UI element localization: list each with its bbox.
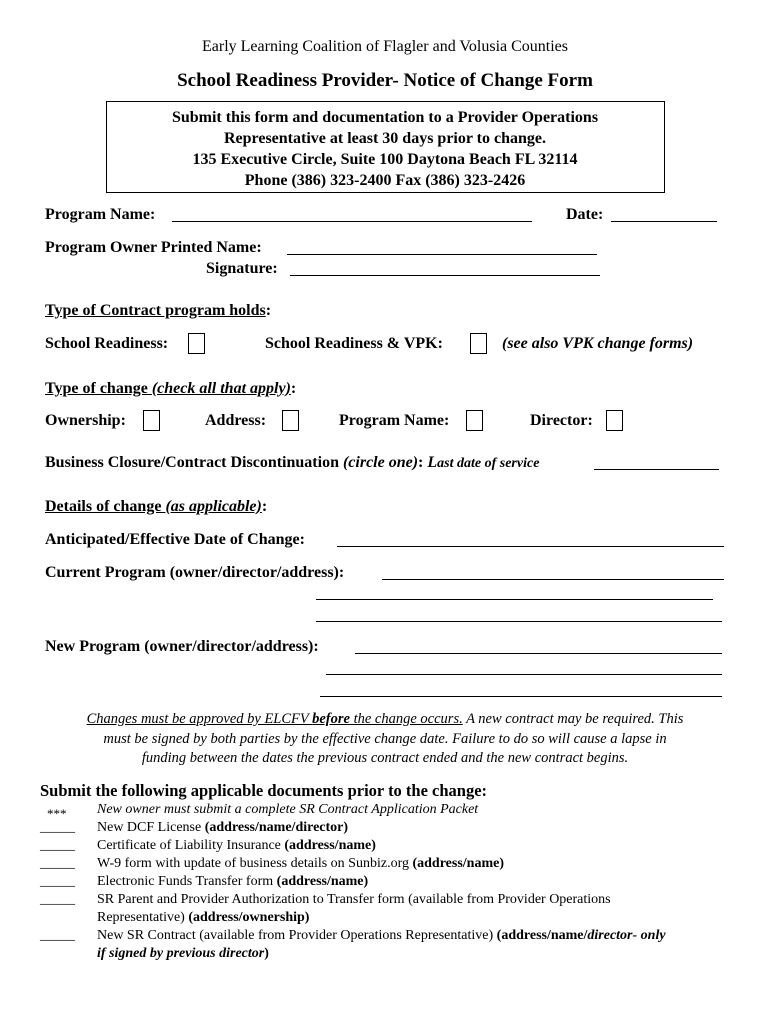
documents-heading: Submit the following applicable documents prior to the change: bbox=[40, 781, 488, 800]
approval-notice-line-2: must be signed by both parties by the effective change date. Failure to do so will cause a lapse in bbox=[103, 731, 667, 747]
program-name-label: Program Name: bbox=[45, 206, 156, 223]
new-program-label: New Program (owner/director/address): bbox=[45, 638, 319, 655]
required-marker: *** bbox=[47, 806, 67, 821]
checklist-blank[interactable]: _____ bbox=[40, 928, 75, 943]
school-readiness-checkbox[interactable] bbox=[188, 333, 205, 354]
vpk-forms-note: (see also VPK change forms) bbox=[502, 335, 694, 352]
new-program-field[interactable] bbox=[355, 653, 722, 654]
form-title: School Readiness Provider- Notice of Change Form bbox=[177, 70, 593, 91]
sr-vpk-checkbox[interactable] bbox=[470, 333, 487, 354]
program-name-field[interactable] bbox=[172, 221, 532, 222]
list-item-continued: Representative) (address/ownership) bbox=[97, 910, 310, 925]
checklist-blank[interactable]: _____ bbox=[40, 838, 75, 853]
sr-vpk-label: School Readiness & VPK: bbox=[265, 335, 443, 352]
contract-type-heading: Type of Contract program holds: bbox=[45, 302, 272, 319]
checklist-blank[interactable]: _____ bbox=[40, 892, 75, 907]
change-type-heading: Type of change (check all that apply): bbox=[45, 380, 297, 397]
owner-name-field[interactable] bbox=[287, 254, 597, 255]
list-item: New owner must submit a complete SR Contract Application Packet bbox=[97, 802, 479, 817]
org-name: Early Learning Coalition of Flagler and Volusia Counties bbox=[201, 38, 568, 55]
program-name-checkbox[interactable] bbox=[466, 410, 483, 431]
date-label: Date: bbox=[566, 206, 604, 223]
ownership-checkbox[interactable] bbox=[143, 410, 160, 431]
effective-date-label: Anticipated/Effective Date of Change: bbox=[45, 531, 305, 548]
business-closure-label: Business Closure/Contract Discontinuation (circle one): Last date of service bbox=[45, 454, 540, 471]
new-program-field-line-2[interactable] bbox=[326, 674, 722, 675]
list-item-continued: if signed by previous director) bbox=[97, 946, 269, 961]
instructions-line-1: Submit this form and documentation to a Provider Operations bbox=[171, 109, 599, 126]
list-item: SR Parent and Provider Authorization to Transfer form (available from Provider Operations bbox=[97, 892, 611, 907]
address-checkbox[interactable] bbox=[282, 410, 299, 431]
last-date-of-service-field[interactable] bbox=[594, 469, 719, 470]
signature-label: Signature: bbox=[206, 260, 278, 277]
school-readiness-label: School Readiness: bbox=[45, 335, 169, 352]
list-item: W-9 form with update of business details on Sunbiz.org (address/name) bbox=[97, 856, 505, 871]
new-program-field-line-3[interactable] bbox=[320, 696, 722, 697]
effective-date-field[interactable] bbox=[337, 546, 724, 547]
current-program-field-line-3[interactable] bbox=[316, 621, 722, 622]
owner-name-label: Program Owner Printed Name: bbox=[45, 239, 262, 256]
list-item: New DCF License (address/name/director) bbox=[97, 820, 349, 835]
current-program-field-line-2[interactable] bbox=[316, 599, 713, 600]
details-heading: Details of change (as applicable): bbox=[45, 498, 268, 515]
change-program-name-label: Program Name: bbox=[339, 412, 450, 429]
checklist-blank[interactable]: _____ bbox=[40, 820, 75, 835]
director-checkbox[interactable] bbox=[606, 410, 623, 431]
instructions-line-2: Representative at least 30 days prior to change. bbox=[223, 130, 547, 147]
instructions-phone-fax: Phone (386) 323-2400 Fax (386) 323-2426 bbox=[244, 172, 526, 189]
director-label: Director: bbox=[530, 412, 593, 429]
checklist-blank[interactable]: _____ bbox=[40, 874, 75, 889]
address-label: Address: bbox=[205, 412, 267, 429]
date-field[interactable] bbox=[611, 221, 717, 222]
approval-notice-line-1: Changes must be approved by ELCFV before the change occurs. A new contract may be required. This bbox=[86, 711, 684, 727]
checklist-blank[interactable]: _____ bbox=[40, 856, 75, 871]
ownership-label: Ownership: bbox=[45, 412, 126, 429]
list-item: Electronic Funds Transfer form (address/name) bbox=[97, 874, 369, 889]
current-program-field[interactable] bbox=[382, 579, 724, 580]
list-item: Certificate of Liability Insurance (address/name) bbox=[97, 838, 376, 853]
instructions-address: 135 Executive Circle, Suite 100 Daytona Beach FL 32114 bbox=[192, 151, 578, 168]
list-item: New SR Contract (available from Provider Operations Representative) (address/name/director- only bbox=[97, 928, 666, 943]
current-program-label: Current Program (owner/director/address): bbox=[45, 564, 345, 581]
approval-notice-line-3: funding between the dates the previous contract ended and the new contract begins. bbox=[141, 750, 629, 766]
signature-field[interactable] bbox=[290, 275, 600, 276]
